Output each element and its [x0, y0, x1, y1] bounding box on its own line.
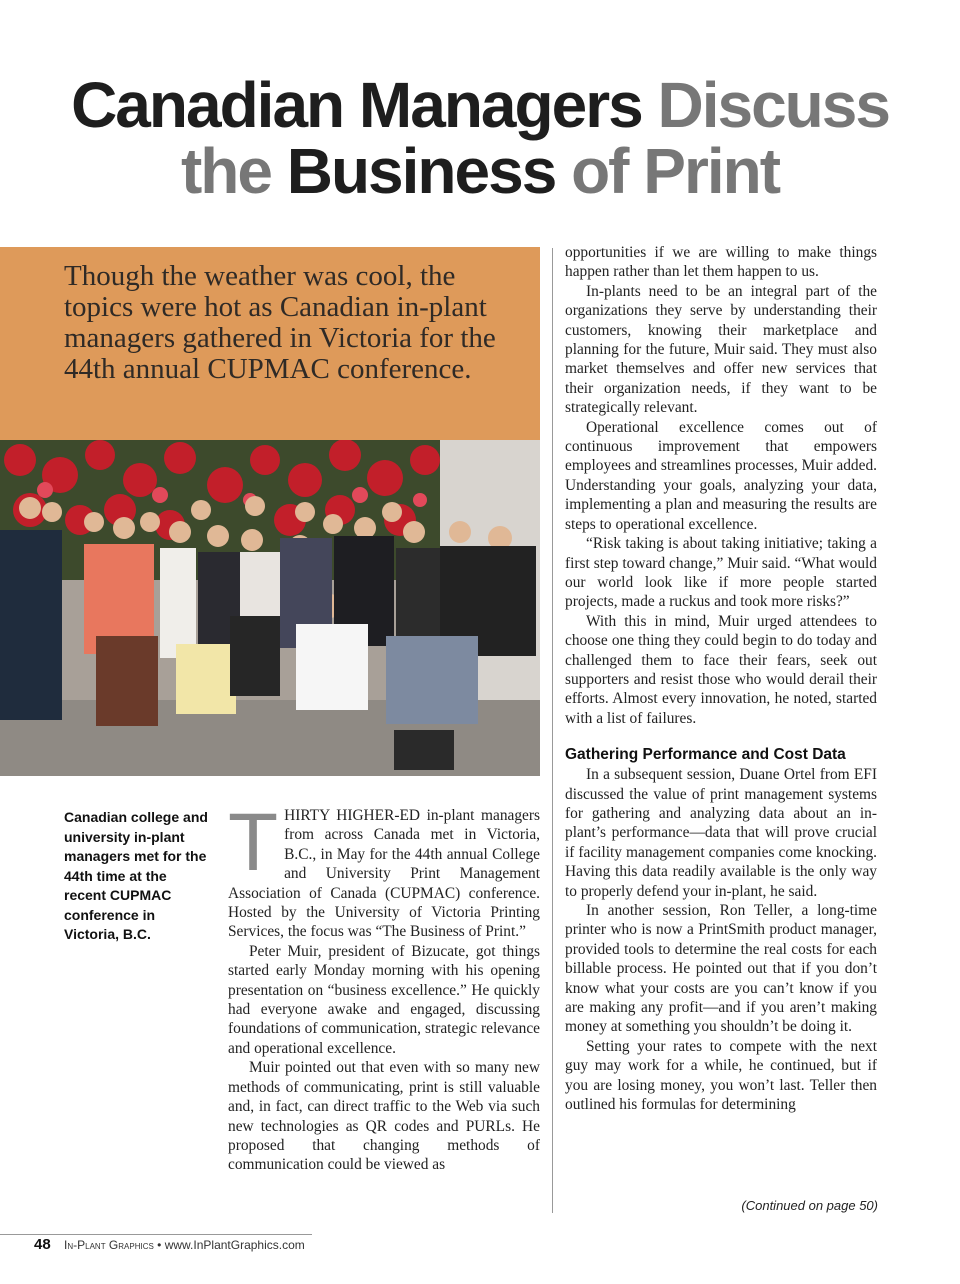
headline-dark-text: Canadian Managers	[71, 69, 642, 141]
article-paragraph: Peter Muir, president of Bizucate, got things started early Monday morning with his opening presentation on “business excellence.” He quickly had everyone awake and engaged, discussing foundations of communication, strategic relevance and operational excellence.	[228, 942, 540, 1057]
column-divider	[552, 248, 553, 1213]
page-number: 48	[34, 1236, 51, 1253]
article-paragraph: opportunities if we are willing to make things happen rather than let them happen to us.	[565, 244, 877, 281]
headline-grey-text: Discuss	[657, 69, 889, 141]
headline-line-1	[0, 70, 960, 140]
publication-name: In-Plant Graphics	[64, 1238, 154, 1252]
headline-line-2	[0, 136, 960, 206]
deck-box	[0, 247, 540, 440]
drop-cap: T	[228, 797, 279, 888]
group-photo	[0, 440, 540, 776]
article-column-1	[228, 797, 540, 1175]
photo-caption: Canadian college and university in-plant managers met for the 44th time at the recent CUPMAC conference in Victoria, B.C.	[64, 809, 208, 942]
article-paragraph: “Risk taking is about taking initiative; taking a first step toward change,” Muir said. “What would our world look like if more people started projects, made a ruckus and took more risks?”	[565, 535, 877, 611]
article-paragraph: Operational excellence comes out of continuous improvement that empowers employees and streamlines processes, Muir added. Understanding your goals, analyzing your data, implementing a plan and measuring the results are steps to operational excellence.	[565, 418, 877, 533]
page-footer	[34, 1236, 305, 1253]
article-paragraph	[228, 797, 540, 942]
section-subhead: Gathering Performance and Cost Data	[565, 746, 846, 764]
footer-separator: •	[157, 1238, 162, 1252]
article-paragraph: In-plants need to be an integral part of the organizations they serve by understanding their customers, knowing their marketplace and planning for the future, Muir said. They must also market themselves and offer new services that their organization needs, if they want to be strategically relevant.	[565, 282, 877, 417]
lead-in-caps: HIRTY HIGHER-ED	[284, 807, 420, 824]
headline-dark-text: Business	[286, 135, 556, 207]
headline-grey-text: of Print	[571, 135, 780, 207]
website-url: www.InPlantGraphics.com	[164, 1238, 305, 1252]
article-paragraph: Setting your rates to compete with the next guy may work for a while, he continued, but if you are losing money, you won’t last. Teller then outlined his formulas for determining	[565, 1037, 877, 1114]
article-paragraph: Muir pointed out that even with so many new methods of communicating, print is still valuable and, in fact, can direct traffic to the Web via such new technologies as QR codes and PURLs. He proposed that changing methods of communication could be viewed as	[228, 1059, 540, 1174]
continued-note: (Continued on page 50)	[741, 1198, 878, 1213]
headline-grey-text: the	[180, 135, 271, 207]
article-paragraph: In another session, Ron Teller, a long-time printer who is now a PrintSmith product manager, provided tools to determine the real costs for each billable process. He pointed out that if you don’t know what your costs are you can’t know if you are making any profit—and if you aren’t making money at something you shouldn’t be doing it.	[565, 902, 877, 1036]
group-photo-illustration	[0, 440, 540, 776]
paragraph-text: in-plant managers from across Canada met in Victoria, B.C., in May for the 44th annual College and University Print Management Association of Canada (CUPMAC) conference. Hosted by the University of Victoria Printing Services, the focus was “The Business of Print.”	[228, 807, 540, 941]
footer-rule	[0, 1234, 312, 1235]
article-paragraph: In a subsequent session, Duane Ortel from EFI discussed the value of print management systems for gathering and analyzing data about an in-plant’s performance—data that will prove crucial if facility management companies come knocking. Having this data readily available is the only way to properly defend your in-plant, he said.	[565, 766, 877, 900]
deck-text: Though the weather was cool, the topics were hot as Canadian in-plant managers gathered in Victoria for the 44th annual CUPMAC conference.	[64, 260, 496, 385]
article-paragraph: With this in mind, Muir urged attendees to choose one thing they could begin to do today and challenged them to face their fears, seek out supporters and resist those who would derail their efforts. Almost every innovation, he noted, started with a list of failures.	[565, 612, 877, 727]
article-column-2	[565, 243, 877, 1114]
